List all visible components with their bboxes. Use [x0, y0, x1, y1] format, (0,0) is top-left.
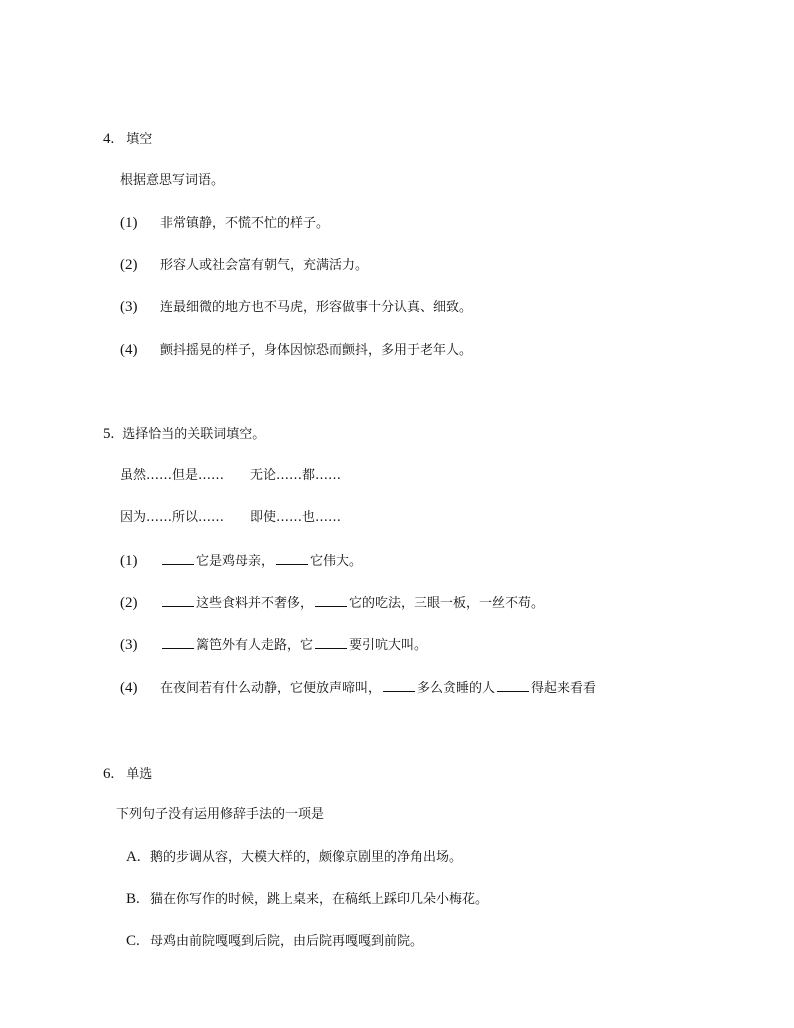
q4-number: 4.: [103, 131, 115, 147]
q6-option-a-letter: A.: [126, 849, 141, 865]
q5-item-3-part-a: 篱笆外有人走路，它: [196, 638, 314, 653]
answer-blank[interactable]: [276, 551, 308, 565]
q5-item-1-number: (1): [120, 553, 138, 569]
q5-item-4-part-b: 得起来看看: [531, 681, 597, 696]
q4-item-1: [120, 214, 329, 232]
q6-number: 6.: [103, 766, 115, 782]
q4-item-3: [120, 298, 472, 316]
q5-item-2: [120, 593, 544, 611]
q5-item-2-part-b: 它的吃法，三眼一板，一丝不苟。: [349, 596, 545, 611]
q5-options-row-1: [120, 467, 341, 485]
q5-item-2-number: (2): [120, 595, 138, 611]
q5-number: 5.: [103, 426, 115, 442]
q5-item-1-part-a: 它是鸡母亲，: [196, 554, 275, 569]
q4-type: 填空: [126, 132, 153, 147]
q5-instruction: 选择恰当的关联词填空。: [122, 427, 266, 442]
q6-stem: 下列句子没有运用修辞手法的一项是: [116, 807, 325, 822]
q5-option-3: 因为……所以……: [120, 510, 225, 525]
q4-item-2-number: (2): [120, 257, 138, 273]
answer-blank[interactable]: [497, 678, 529, 692]
q6-option-c-letter: C.: [126, 933, 140, 949]
q5-option-2: 无论……都……: [250, 468, 342, 483]
q5-item-2-part-a: 这些食料并不奢侈，: [196, 596, 314, 611]
q5-item-4-pre: 在夜间若有什么动静，它便放声啼叫，: [160, 681, 382, 696]
q5-item-3-part-b: 要引吭大叫。: [349, 638, 428, 653]
answer-blank[interactable]: [383, 678, 415, 692]
q5-item-1: [120, 551, 362, 569]
q4-item-4-number: (4): [120, 342, 138, 358]
q4-item-3-number: (3): [120, 299, 138, 315]
q6-heading: [103, 765, 152, 783]
q6-option-b[interactable]: [126, 890, 488, 908]
q5-item-1-part-b: 它伟大。: [310, 554, 363, 569]
q6-option-c[interactable]: [126, 932, 423, 950]
q5-options-row-2: [120, 509, 341, 527]
q4-item-2-text: 形容人或社会富有朝气，充满活力。: [160, 258, 369, 273]
q6-option-b-text: 猫在你写作的时候，跳上桌来，在稿纸上踩印几朵小梅花。: [150, 892, 489, 907]
q6-option-c-text: 母鸡由前院嘎嘎到后院，由后院再嘎嘎到前院。: [150, 934, 424, 949]
q5-option-4: 即使……也……: [250, 510, 342, 525]
q5-item-3: [120, 635, 427, 653]
answer-blank[interactable]: [162, 593, 194, 607]
q5-item-4-part-a: 多么贪睡的人: [417, 681, 496, 696]
q4-item-4-text: 颤抖摇晃的样子，身体因惊恐而颤抖，多用于老年人。: [160, 343, 473, 358]
q4-heading: [103, 130, 152, 148]
answer-blank[interactable]: [315, 593, 347, 607]
q6-type: 单选: [126, 767, 153, 782]
q4-item-1-number: (1): [120, 215, 138, 231]
q6-option-a-text: 鹅的步调从容，大模大样的，颇像京剧里的净角出场。: [150, 850, 463, 865]
q5-option-1: 虽然……但是……: [120, 468, 225, 483]
q4-item-2: [120, 256, 368, 274]
q6-option-a[interactable]: [126, 848, 462, 866]
q4-item-4: [120, 341, 472, 359]
answer-blank[interactable]: [315, 635, 347, 649]
q5-heading: [103, 425, 265, 443]
q4-item-1-text: 非常镇静，不慌不忙的样子。: [160, 216, 330, 231]
answer-blank[interactable]: [162, 551, 194, 565]
q5-item-4: [120, 678, 596, 696]
q4-item-3-text: 连最细微的地方也不马虎，形容做事十分认真、细致。: [160, 300, 473, 315]
q5-item-3-number: (3): [120, 637, 138, 653]
q4-instruction: 根据意思写词语。: [120, 173, 225, 188]
answer-blank[interactable]: [162, 635, 194, 649]
q6-option-b-letter: B.: [126, 891, 140, 907]
q5-item-4-number: (4): [120, 680, 138, 696]
